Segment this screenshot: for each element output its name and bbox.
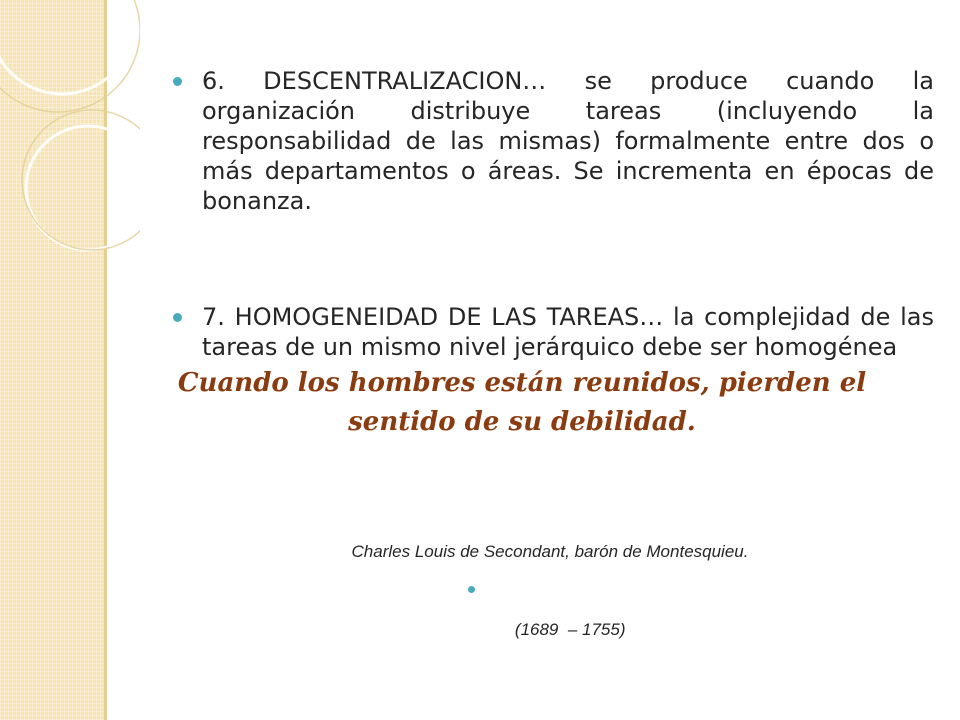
quote-line-2: sentido de su debilidad. bbox=[348, 407, 696, 437]
author-years: (1689 – 1755) bbox=[514, 620, 626, 639]
quote bbox=[162, 364, 882, 442]
bullet-homogeneidad bbox=[172, 302, 934, 362]
bullet-text: 7. HOMOGENEIDAD DE LAS TAREAS… la complejidad de las tareas de un mismo nivel jerárquico debe ser homogénea bbox=[202, 303, 934, 361]
bullet-text: 6. DESCENTRALIZACION… se produce cuando la organización distribuye tareas (incluyendo la responsabilidad de las mismas) formalmente entre dos o más departamentos o áreas. Se incrementa en épocas de bonanza. bbox=[202, 67, 934, 215]
author-years-bullet bbox=[468, 580, 626, 660]
decorative-circles bbox=[0, 0, 140, 300]
quote-author: Charles Louis de Secondant, barón de Montesquieu. bbox=[351, 542, 749, 561]
quote-line-1: Cuando los hombres están reunidos, pierden el bbox=[177, 368, 867, 398]
bullet-dot-icon bbox=[173, 313, 182, 322]
bullet-dot-icon bbox=[173, 77, 182, 86]
slide-content bbox=[172, 66, 934, 442]
bullet-dot-icon bbox=[468, 586, 475, 593]
bullet-descentralizacion bbox=[172, 66, 934, 216]
